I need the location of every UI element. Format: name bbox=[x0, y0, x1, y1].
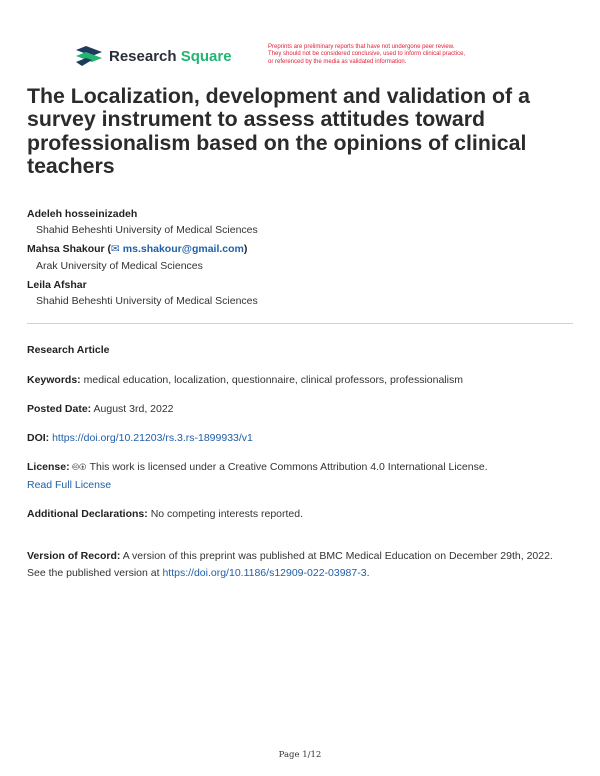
disclaimer-line: Preprints are preliminary reports that have not undergone peer review. bbox=[268, 44, 455, 50]
brand-name: Research Square bbox=[109, 47, 232, 65]
disclaimer-line: They should not be considered conclusive, used to inform clinical practice, bbox=[268, 51, 466, 58]
license: License: 🅭🅯 This work is licensed under a Creative Commons Attribution 4.0 International License. Read Full License bbox=[27, 461, 488, 491]
doi-link[interactable]: https://doi.org/10.21203/rs.3.rs-1899933/v1 bbox=[52, 432, 253, 444]
disclaimer-line: or referenced by the media as validated information. bbox=[268, 58, 407, 65]
article-type: Research Article bbox=[27, 344, 110, 356]
author-affiliation: Shahid Beheshti University of Medical Sciences bbox=[36, 295, 258, 307]
posted-date: Posted Date: August 3rd, 2022 bbox=[27, 403, 174, 415]
divider bbox=[27, 323, 573, 324]
author-name: Leila Afshar bbox=[27, 279, 87, 291]
research-square-logo-icon bbox=[76, 46, 102, 66]
keywords: Keywords: medical education, localization, questionnaire, clinical professors, professionalism bbox=[27, 374, 463, 386]
read-full-license-link[interactable]: Read Full License bbox=[27, 478, 112, 491]
paper-title: The Localization, development and validation of a survey instrument to assess attitudes toward professionalism based on the opinions of clinical teachers bbox=[27, 84, 530, 178]
author-email-link[interactable]: ✉ ms.shakour@gmail.com bbox=[111, 243, 244, 255]
author-name: Mahsa Shakour (✉ ms.shakour@gmail.com) bbox=[27, 243, 248, 255]
author-name: Adeleh hosseinizadeh bbox=[27, 208, 138, 220]
author-affiliation: Shahid Beheshti University of Medical Sciences bbox=[36, 224, 258, 236]
creative-commons-icon: 🅭🅯 bbox=[72, 462, 87, 473]
version-of-record: Version of Record: A version of this preprint was published at BMC Medical Education on December 29th, 2022. See the published version at https://doi.org/10.1186/s12909-022-03987-3. bbox=[27, 550, 553, 579]
envelope-icon: ✉ bbox=[111, 243, 120, 255]
preprint-disclaimer bbox=[268, 44, 538, 66]
page-number: Page 1/12 bbox=[278, 750, 322, 760]
additional-declarations: Additional Declarations: No competing interests reported. bbox=[27, 508, 304, 520]
research-square-logo[interactable] bbox=[76, 46, 232, 66]
version-of-record-link[interactable]: https://doi.org/10.1186/s12909-022-03987-3 bbox=[162, 566, 367, 579]
doi: DOI: https://doi.org/10.21203/rs.3.rs-1899933/v1 bbox=[27, 432, 253, 444]
author-affiliation: Arak University of Medical Sciences bbox=[36, 260, 203, 272]
